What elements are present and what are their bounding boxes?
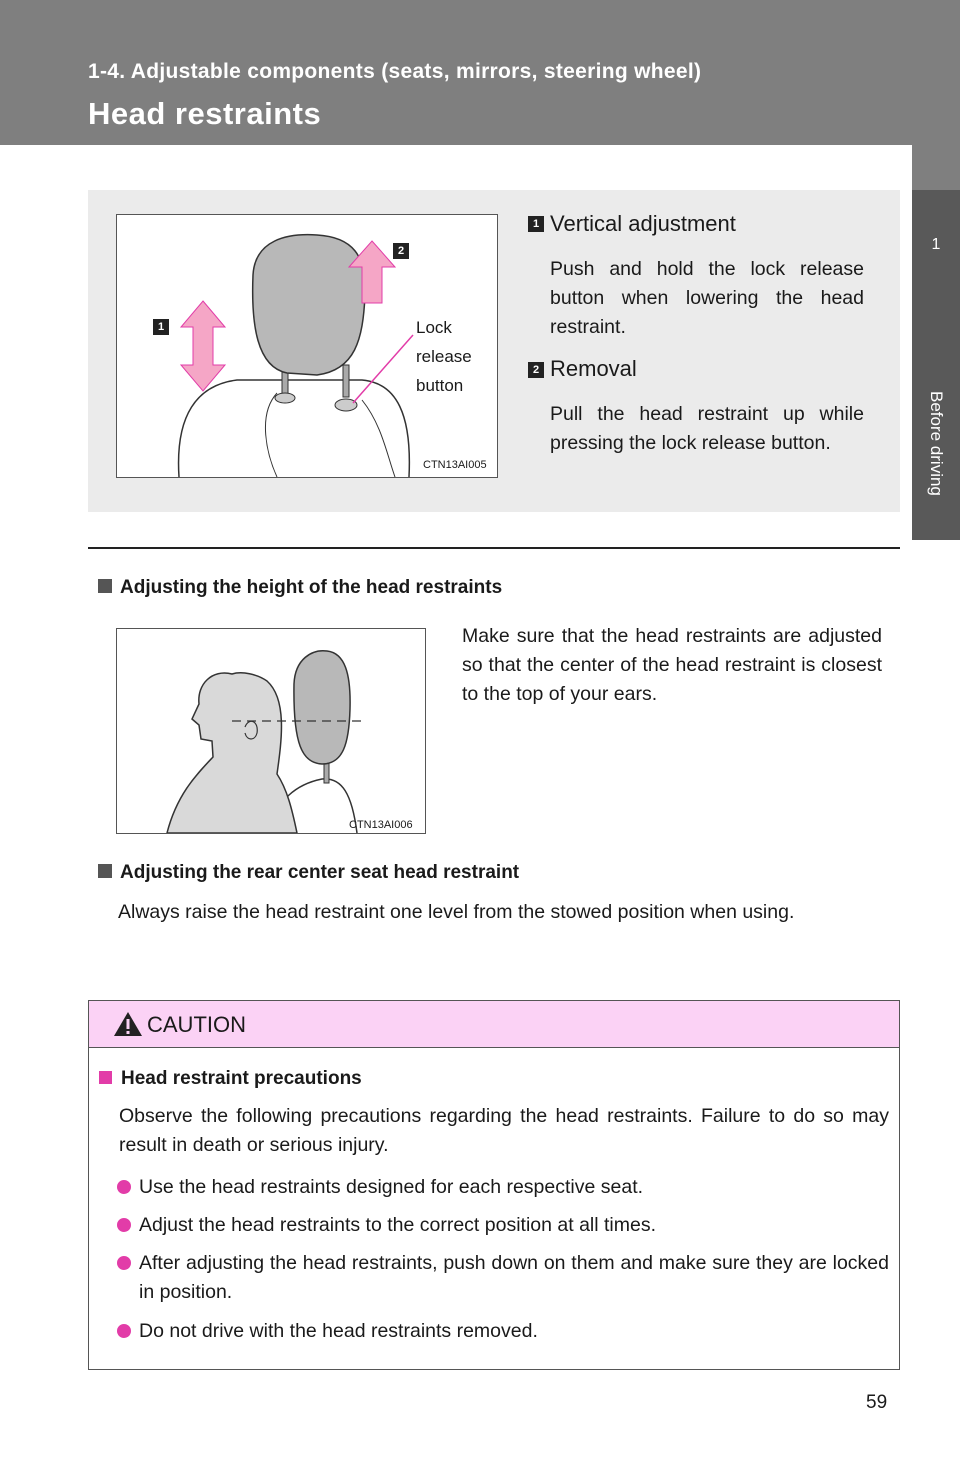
item-1-heading: Vertical adjustment	[550, 211, 736, 236]
caution-intro: Observe the following precautions regarding the head restraints. Failure to do so may result in death or serious injury.	[119, 1105, 889, 1156]
page-number: 59	[866, 1392, 888, 1413]
caution-box	[88, 1000, 900, 1370]
ear-alignment-figure	[116, 628, 426, 834]
rear-section-heading: Adjusting the rear center seat head restraint	[98, 862, 519, 884]
lock-release-label: Lock release button	[416, 318, 472, 395]
height-section-text: Make sure that the head restraints are adjusted so that the center of the head restraint is closest to the top of your ears.	[462, 625, 882, 705]
head-restraint-figure	[116, 214, 498, 478]
page-title: Head restraints	[88, 96, 322, 131]
ear-alignment-illustration	[117, 629, 425, 833]
rear-section-text: Always raise the head restraint one level from the stowed position when using.	[118, 901, 795, 923]
caution-label: CAUTION	[147, 1012, 246, 1037]
caution-bullet: After adjusting the head restraints, push down on them and make sure they are locked in position.	[117, 1249, 889, 1307]
figure-code: CTN13AI006	[349, 819, 413, 831]
side-tab-upper	[912, 0, 960, 190]
warning-icon	[113, 1011, 143, 1037]
item-1-text: Push and hold the lock release button when lowering the head restraint.	[550, 258, 864, 338]
item-2-heading: Removal	[550, 356, 637, 381]
item-2-text: Pull the head restraint up while pressing the lock release button.	[550, 403, 864, 454]
marker-1: 1	[153, 319, 169, 335]
side-tab-number: 1	[931, 236, 941, 253]
height-section-heading: Adjusting the height of the head restraints	[98, 577, 502, 599]
caution-bullet: Use the head restraints designed for each respective seat.	[117, 1173, 889, 1202]
item-1-marker: 1	[528, 216, 544, 232]
caution-header	[89, 1001, 899, 1048]
page-header	[0, 0, 960, 145]
caution-bullet: Do not drive with the head restraints removed.	[117, 1317, 889, 1346]
caution-bullet: Adjust the head restraints to the correct position at all times.	[117, 1211, 889, 1240]
divider	[88, 547, 900, 549]
caution-heading: Head restraint precautions	[99, 1068, 362, 1090]
marker-2: 2	[393, 243, 409, 259]
section-title: 1-4. Adjustable components (seats, mirrors, steering wheel)	[88, 60, 702, 83]
item-2-marker: 2	[528, 362, 544, 378]
figure-code: CTN13AI005	[423, 459, 487, 471]
side-tab-label: Before driving	[927, 391, 946, 496]
